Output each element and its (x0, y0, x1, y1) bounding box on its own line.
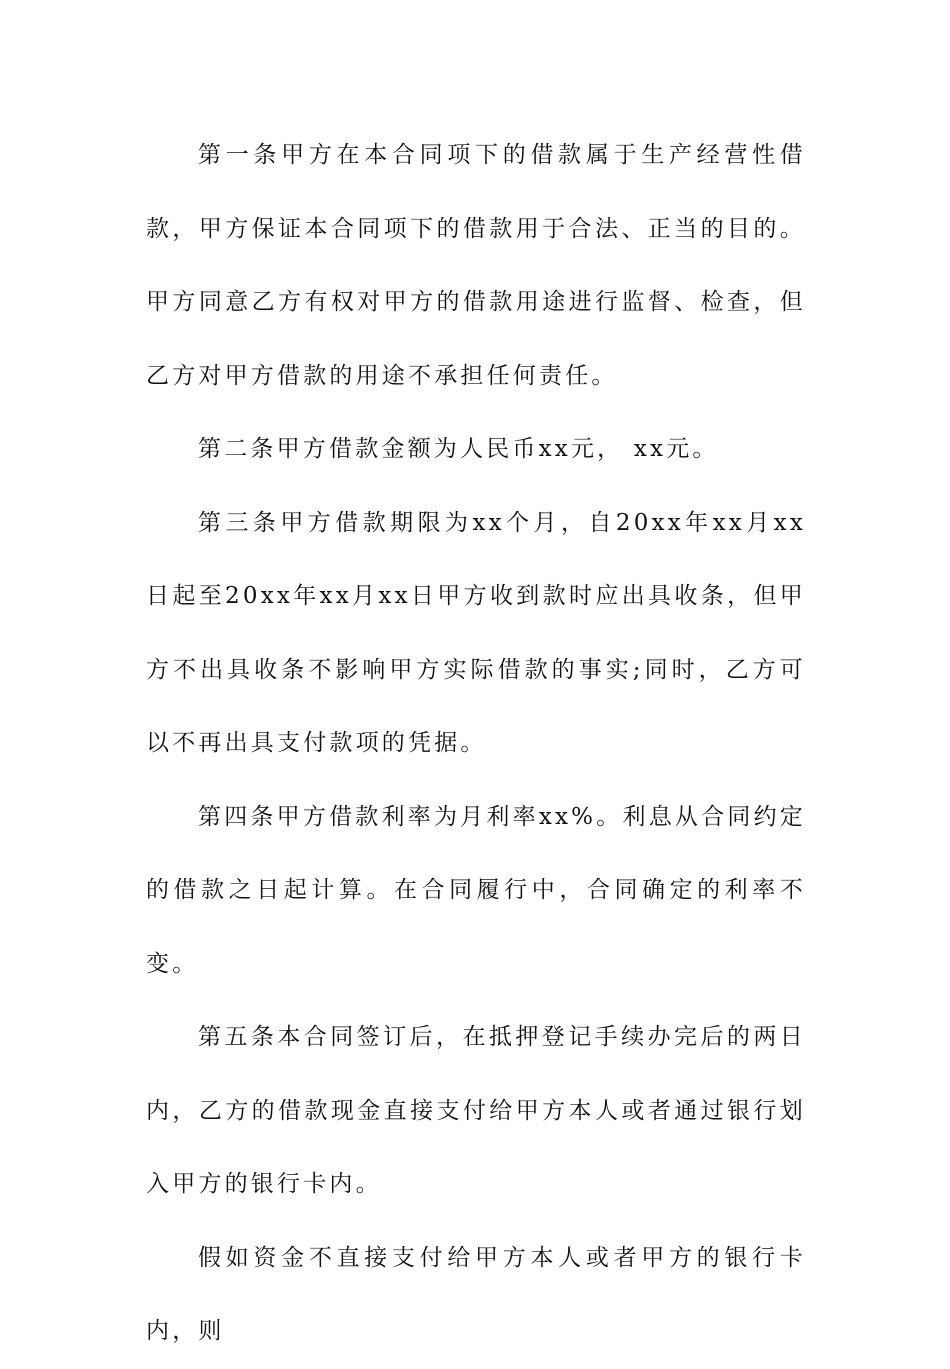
paragraph-article-1: 第一条甲方在本合同项下的借款属于生产经营性借款，甲方保证本合同项下的借款用于合法、正当的目的。甲方同意乙方有权对甲方的借款用途进行监督、检查，但乙方对甲方借款的用途不承担任何责任。 (146, 142, 806, 389)
paragraph-continuation: 假如资金不直接支付给甲方本人或者甲方的银行卡内，则 (146, 1244, 806, 1344)
paragraph-article-3: 第三条甲方借款期限为xx个月，自20xx年xx月xx日起至20xx年xx月xx日甲方收到款时应出具收条，但甲方不出具收条不影响甲方实际借款的事实;同时，乙方可以不再出具支付款项的凭据。 (146, 509, 806, 756)
paragraph-article-2: 第二条甲方借款金额为人民币xx元， xx元。 (198, 436, 719, 462)
paragraph-article-4: 第四条甲方借款利率为月利率xx%。利息从合同约定的借款之日起计算。在合同履行中，合同确定的利率不变。 (146, 803, 806, 977)
paragraph-article-5: 第五条本合同签订后，在抵押登记手续办完后的两日内，乙方的借款现金直接支付给甲方本人或者通过银行划入甲方的银行卡内。 (146, 1024, 806, 1197)
document-body (146, 119, 806, 1369)
